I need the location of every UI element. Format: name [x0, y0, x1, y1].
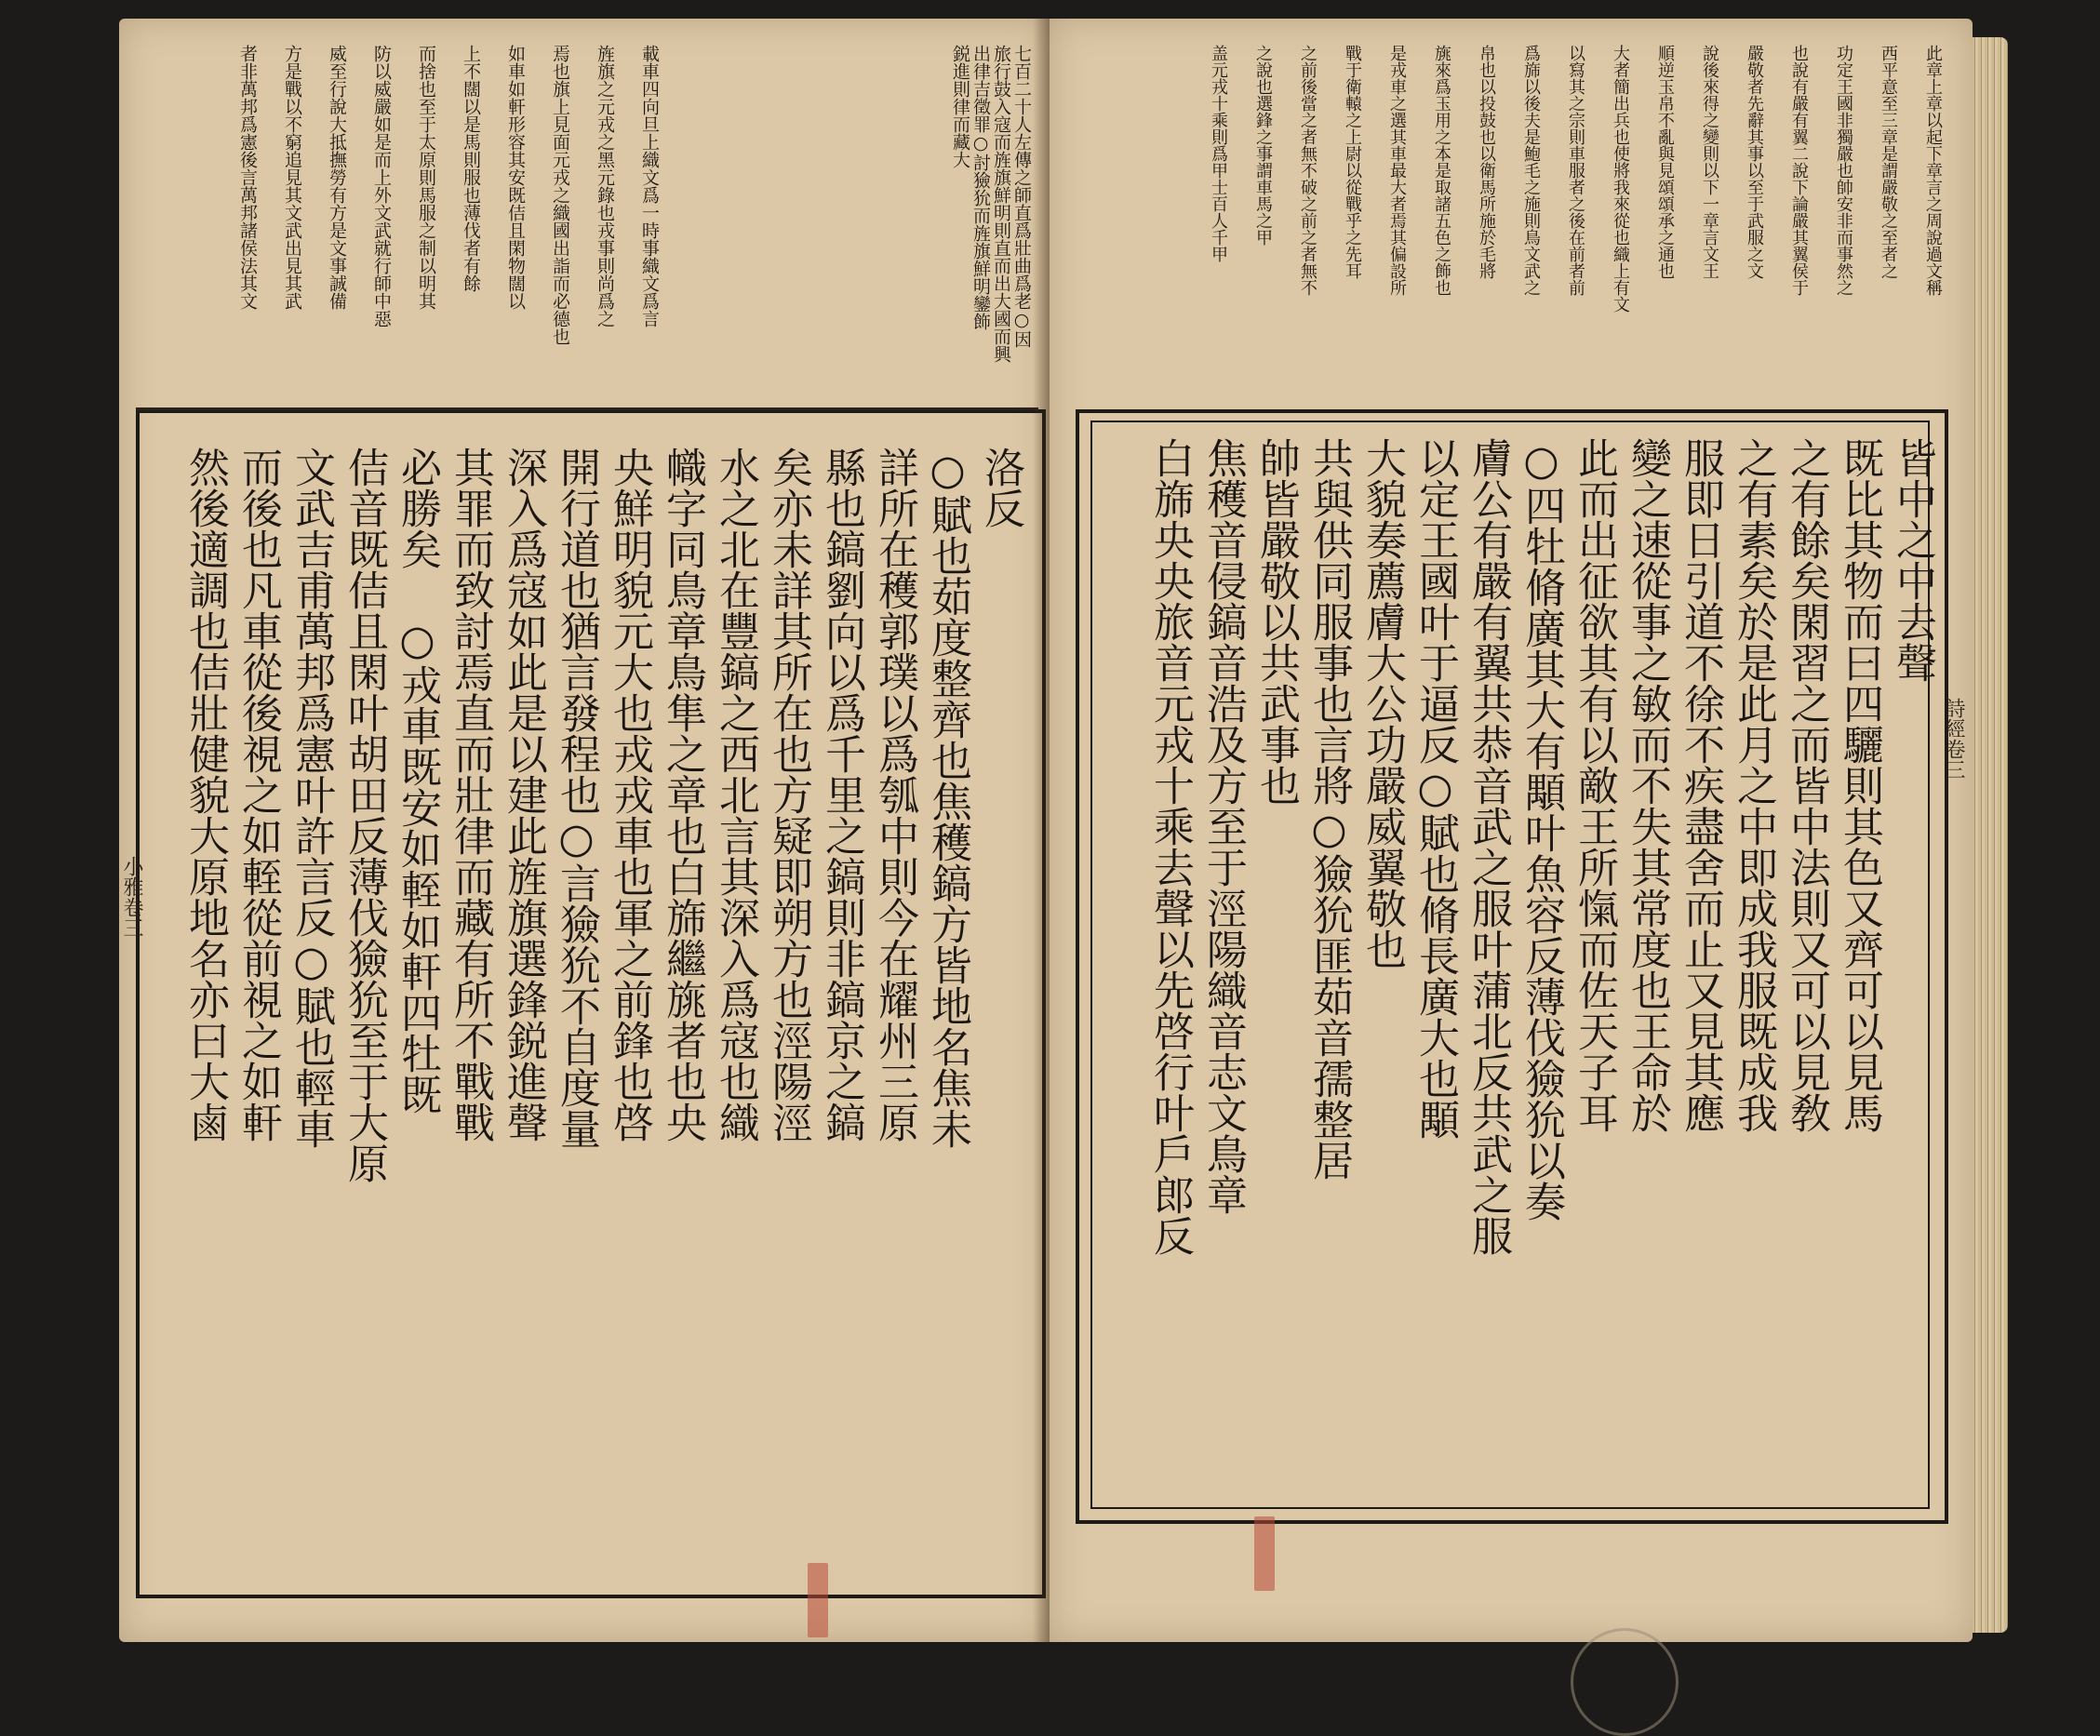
main-text-column: 皆中之中去聲: [1889, 437, 1936, 683]
main-text-column: 洛反: [977, 447, 1024, 528]
main-text-column: 大貌奏薦膚大公功嚴威翼敬也: [1358, 437, 1406, 969]
main-text-column: 帥皆嚴敬以共武事也: [1252, 437, 1300, 806]
commentary-column: 防以威嚴如是而上外文武就行師中惡: [371, 45, 392, 327]
red-seal-mark-right: [1254, 1516, 1275, 1591]
main-text-column: 矣亦未詳其所在也方疑即朔方也涇陽涇: [765, 447, 812, 1142]
main-text-column: 此而出征欲其有以敵王所愾而佐天子耳: [1571, 437, 1618, 1133]
commentary-column: 西平意至三章是謂嚴敬之至者之: [1879, 45, 1898, 279]
commentary-column: 是戎車之選其車最大者焉其偏設所: [1387, 45, 1407, 296]
commentary-column: 旅行鼓入寇而旌旗鮮明則直而出大國而興: [991, 45, 1011, 363]
commentary-column: 旌旗之元戎之黑元錄也戎事則尚爲之: [595, 45, 615, 327]
commentary-column: 七百二十人左傳之師直爲壯曲爲老○因: [1011, 45, 1032, 348]
commentary-column: 者非萬邦爲憲後言萬邦諸侯法其文: [237, 45, 258, 310]
main-text-column: 以定王國叶于逼反○賦也脩長廣大也顒: [1411, 437, 1459, 1140]
commentary-column: 上不闊以是馬則服也薄伐者有餘: [461, 45, 481, 292]
commentary-column: 方是戰以不窮追見其文武出見其武: [282, 45, 302, 310]
commentary-column: 帛也以投鼓也以衛馬所施於毛將: [1477, 45, 1496, 279]
left-page: [119, 19, 1050, 1642]
main-text-column: 必勝矣 ○戎車既安如輊如軒四牡既: [394, 447, 441, 1115]
commentary-column: 而捨也至于太原則馬服之制以明其: [416, 45, 436, 310]
main-text-column: 膚公有嚴有翼共恭音武之服叶蒲北反共武之服: [1465, 437, 1512, 1256]
main-text-column: 既比其物而曰四驪則其色又齊可以見馬: [1836, 437, 1883, 1133]
commentary-column: 威至行說大抵撫勞有方是文事誠備: [327, 45, 347, 310]
right-margin-label: 詩經卷三: [1942, 698, 1965, 780]
main-text-column: ○賦也茹度整齊也焦穫鎬方皆地名焦未: [924, 447, 971, 1149]
main-text-column: 變之速從事之敏而不失其常度也王命於: [1624, 437, 1671, 1133]
main-text-column: 焦穫音侵鎬音浩及方至于涇陽織音志文鳥章: [1199, 437, 1247, 1215]
commentary-column: 大者簡出兵也使將我來從也織上有文: [1611, 45, 1630, 313]
main-text-column: 佶音既佶且閑叶胡田反薄伐獫狁至于大原: [341, 447, 388, 1183]
commentary-column: 嚴敬者先辭其事以至于武服之文: [1745, 45, 1764, 279]
right-page: [1050, 19, 1973, 1642]
commentary-column: 出律吉徵罪○討獫狁而旌旗鮮明鑾飾: [970, 45, 991, 330]
main-text-column: 幟字同鳥章鳥隼之章也白旆繼旐者也央: [659, 447, 706, 1142]
main-text-column: 文武吉甫萬邦爲憲叶許言反○賦也輕車: [288, 447, 335, 1149]
commentary-column: 之說也選鋒之事謂車馬之甲: [1253, 45, 1273, 246]
main-text-column: 之有餘矣閑習之而皆中法則又可以見敎: [1783, 437, 1830, 1133]
commentary-column: 說後來得之變則以下一章言文王: [1700, 45, 1719, 279]
commentary-column: 也說有嚴有翼二說下論嚴其翼侯于: [1789, 45, 1809, 296]
commentary-column: 之前後當之者無不破之前之者無不: [1298, 45, 1318, 296]
main-text-column: 央鮮明貌元大也戎戎車也軍之前鋒也啓: [606, 447, 653, 1142]
main-text-column: ○四牡脩廣其大有顒叶魚容反薄伐獫狁以奏: [1518, 437, 1565, 1222]
main-text-column: 水之北在豐鎬之西北言其深入爲寇也織: [712, 447, 759, 1142]
main-text-column: 白旆央央旅音元戎十乘去聲以先啓行叶戶郎反: [1146, 437, 1194, 1256]
commentary-column: 戰于衛轅之上尉以從戰乎之先耳: [1343, 45, 1362, 279]
commentary-column: 盖元戎十乘則爲甲士百人千甲: [1209, 45, 1228, 262]
main-text-column: 之有素矣於是此月之中即成我服既成我: [1730, 437, 1777, 1133]
commentary-column: 順逆玉帛不亂與見頌頌承之通也: [1655, 45, 1675, 279]
commentary-column: 此章上章以起下章言之周說過文稱: [1923, 45, 1943, 296]
red-seal-mark: [808, 1563, 828, 1637]
commentary-column: 焉也旗上見面元戎之織國出詣而必德也: [550, 45, 570, 345]
library-stamp: [1571, 1628, 1679, 1736]
commentary-column: 載車四向旦上織文爲一時事織文爲言: [639, 45, 660, 327]
left-top-rule: [136, 407, 1038, 410]
main-text-column: 深入爲寇如此是以建此旌旗選鋒鋭進聲: [500, 447, 547, 1142]
main-text-column: 然後適調也佶壯健貌大原地名亦曰大鹵: [181, 447, 229, 1142]
commentary-column: 以寫其之宗則車服者之後在前者前: [1566, 45, 1585, 296]
commentary-column: 爲旆以後夫是鮑毛之施則鳥文武之: [1521, 45, 1541, 296]
main-text-column: 而後也凡車從後視之如輊從前視之如軒: [234, 447, 282, 1142]
main-text-column: 共與供同服事也言將○獫狁匪茹音孺整居: [1305, 437, 1353, 1181]
commentary-column: 旐來爲玉用之本是取諸五色之飾也: [1432, 45, 1451, 296]
main-text-column: 開行道也猶言發程也○言獫狁不自度量: [553, 447, 600, 1149]
commentary-column: 鋭進則律而藏大: [950, 45, 970, 168]
left-margin-label: 小雅卷三: [120, 856, 143, 938]
commentary-column: 功定王國非獨嚴也帥安非而事然之: [1834, 45, 1853, 296]
main-text-column: 詳所在穫郭璞以爲瓠中則今在耀州三原: [871, 447, 918, 1142]
commentary-column: 如車如軒形容其安既佶且閑物闊以: [505, 45, 526, 310]
main-text-column: 服即日引道不徐不疾盡舍而止又見其應: [1677, 437, 1724, 1133]
main-text-column: 其罪而致討焉直而壯律而藏有所不戰戰: [447, 447, 494, 1142]
main-text-column: 縣也鎬劉向以爲千里之鎬則非鎬京之鎬: [818, 447, 865, 1142]
